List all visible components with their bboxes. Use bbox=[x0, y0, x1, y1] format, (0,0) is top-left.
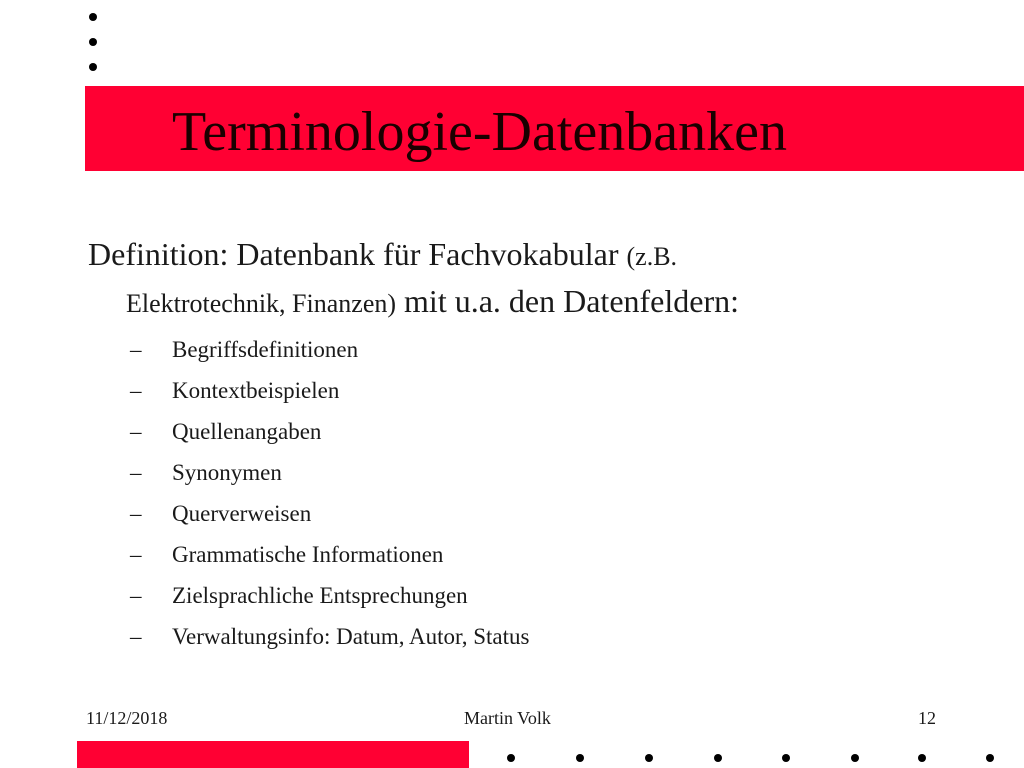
dash-bullet: – bbox=[130, 460, 142, 485]
list-item bbox=[130, 411, 529, 452]
dash-bullet: – bbox=[130, 624, 142, 649]
dash-bullet: – bbox=[130, 501, 142, 526]
definition-paragraph bbox=[88, 232, 988, 326]
list-item bbox=[130, 329, 529, 370]
definition-line-2 bbox=[88, 279, 988, 326]
footer-page-number: 12 bbox=[918, 708, 936, 728]
footer-date: 11/12/2018 bbox=[86, 708, 168, 728]
list-item-label: Begriffsdefinitionen bbox=[172, 337, 359, 362]
list-item-label: Querverweisen bbox=[172, 501, 312, 526]
list-item bbox=[130, 370, 529, 411]
decorative-dot bbox=[89, 63, 97, 71]
dash-bullet: – bbox=[130, 378, 142, 403]
list-item bbox=[130, 452, 529, 493]
decorative-dot bbox=[89, 13, 97, 21]
list-item-label: Grammatische Informationen bbox=[172, 542, 444, 567]
list-item-label: Kontextbeispielen bbox=[172, 378, 340, 403]
definition-example-open: (z.B. bbox=[626, 242, 678, 271]
dash-bullet: – bbox=[130, 337, 142, 362]
definition-lead: Definition: Datenbank für Fachvokabular bbox=[88, 236, 619, 272]
list-item bbox=[130, 493, 529, 534]
decorative-dot bbox=[714, 754, 722, 762]
decorative-dot bbox=[986, 754, 994, 762]
list-item-label: Zielsprachliche Entsprechungen bbox=[172, 583, 468, 608]
decorative-dot bbox=[89, 38, 97, 46]
list-item-label: Synonymen bbox=[172, 460, 282, 485]
list-item-label: Verwaltungsinfo: Datum, Autor, Status bbox=[172, 624, 530, 649]
decorative-dot bbox=[851, 754, 859, 762]
list-item bbox=[130, 575, 529, 616]
decorative-dot bbox=[507, 754, 515, 762]
decorative-dot bbox=[576, 754, 584, 762]
footer-author: Martin Volk bbox=[464, 708, 551, 728]
definition-line-1 bbox=[88, 232, 988, 279]
definition-example-close: Elektrotechnik, Finanzen) bbox=[126, 289, 397, 318]
dash-bullet: – bbox=[130, 583, 142, 608]
decorative-dot bbox=[645, 754, 653, 762]
bottom-band bbox=[77, 741, 469, 768]
decorative-dot bbox=[918, 754, 926, 762]
list-item-label: Quellenangaben bbox=[172, 419, 322, 444]
datafield-list bbox=[130, 329, 529, 657]
slide-title: Terminologie-Datenbanken bbox=[172, 101, 787, 163]
dash-bullet: – bbox=[130, 419, 142, 444]
list-item bbox=[130, 534, 529, 575]
decorative-dot bbox=[782, 754, 790, 762]
definition-tail: mit u.a. den Datenfeldern: bbox=[404, 283, 740, 319]
list-item bbox=[130, 616, 529, 657]
dash-bullet: – bbox=[130, 542, 142, 567]
